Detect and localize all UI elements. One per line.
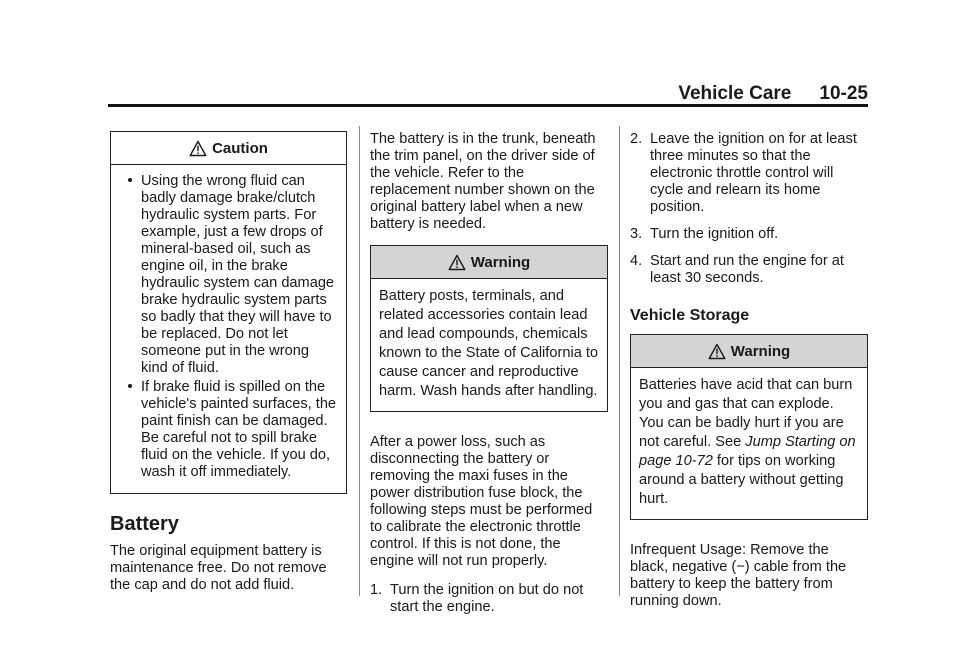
warning-triangle-icon xyxy=(189,140,207,157)
warning-triangle-icon xyxy=(708,343,726,360)
caution-list xyxy=(119,173,338,481)
list-item xyxy=(630,253,868,287)
battery-heading: Battery xyxy=(110,513,179,535)
battery-location-paragraph: The battery is in the trunk, beneath the trim panel, on the driver side of the vehicle. Refer to the replacement number shown on the original battery label when a new battery is needed. xyxy=(370,131,596,232)
warning-box xyxy=(370,245,608,412)
power-loss-paragraph: After a power loss, such as disconnecting the battery or removing the maxi fuses in the power distribution fuse block, the following steps must be performed to calibrate the electronic throttle control. If this is not done, the engine will not run properly. xyxy=(370,434,593,569)
column-1 xyxy=(110,131,347,606)
page-header xyxy=(108,84,868,104)
warning-body: Battery posts, terminals, and related accessories contain lead and lead compounds, chemicals known to the State of California to cause cancer and reproductive harm. Wash hands after handling. xyxy=(379,288,599,399)
warning-title: Warning xyxy=(730,342,791,360)
step-text: Turn the ignition off. xyxy=(650,226,779,242)
header-rule xyxy=(108,104,868,107)
step-text: Leave the ignition on for at least three minutes so that the electronic throttle control will cycle and relearn its home position. xyxy=(650,131,857,215)
caution-body xyxy=(111,165,346,493)
column-divider xyxy=(359,126,360,596)
warning-header xyxy=(631,335,867,368)
step-number: 4. xyxy=(630,253,643,269)
cross-reference-link[interactable]: Jump Starting on page 10-72 xyxy=(639,434,856,469)
calibration-steps-continued xyxy=(630,131,868,287)
step-text: Turn the ignition on but do not start the engine. xyxy=(390,582,584,615)
warning-box xyxy=(630,334,868,520)
step-number: 3. xyxy=(630,226,643,242)
list-item: Using the wrong fluid can badly damage brake/clutch hydraulic system parts. For example, just a few drops of mineral-based oil, such as engine oil, in the brake hydraulic system can damage brake hydraulic system parts so badly that they will have to be replaced. Do not let someone put in the wrong kind of fluid. xyxy=(119,173,338,377)
column-2 xyxy=(370,131,608,626)
warning-header xyxy=(371,246,607,279)
infrequent-usage-paragraph: Infrequent Usage: Remove the black, negative (−) cable from the battery to keep the battery from running down. xyxy=(630,542,847,609)
warning-title: Warning xyxy=(470,253,531,271)
list-item xyxy=(630,131,868,216)
step-number: 1. xyxy=(370,582,383,598)
caution-header xyxy=(111,132,346,165)
section-title: Vehicle Care xyxy=(678,83,792,104)
caution-box xyxy=(110,131,347,494)
list-item xyxy=(630,226,868,243)
warning-body xyxy=(631,368,867,519)
warning-text: for tips on working around a battery without getting hurt. xyxy=(639,453,844,507)
list-item xyxy=(370,582,608,616)
warning-text: Batteries have acid that can burn you and gas that can explode. You can be badly hurt if you are not careful. See xyxy=(639,377,853,450)
caution-title: Caution xyxy=(212,139,268,157)
list-item: If brake fluid is spilled on the vehicle's painted surfaces, the paint finish can be damaged. Be careful not to spill brake fluid on the vehicle. If you do, wash it off immediately. xyxy=(119,379,338,481)
step-text: Start and run the engine for at least 30 seconds. xyxy=(650,253,844,286)
battery-paragraph: The original equipment battery is maintenance free. Do not remove the cap and do not add fluid. xyxy=(110,543,327,593)
step-number: 2. xyxy=(630,131,643,147)
vehicle-storage-heading: Vehicle Storage xyxy=(630,307,750,324)
column-divider xyxy=(619,126,620,596)
warning-triangle-icon xyxy=(448,254,466,271)
column-3 xyxy=(630,131,868,622)
page-number: 10-25 xyxy=(819,83,868,104)
calibration-steps xyxy=(370,582,608,616)
